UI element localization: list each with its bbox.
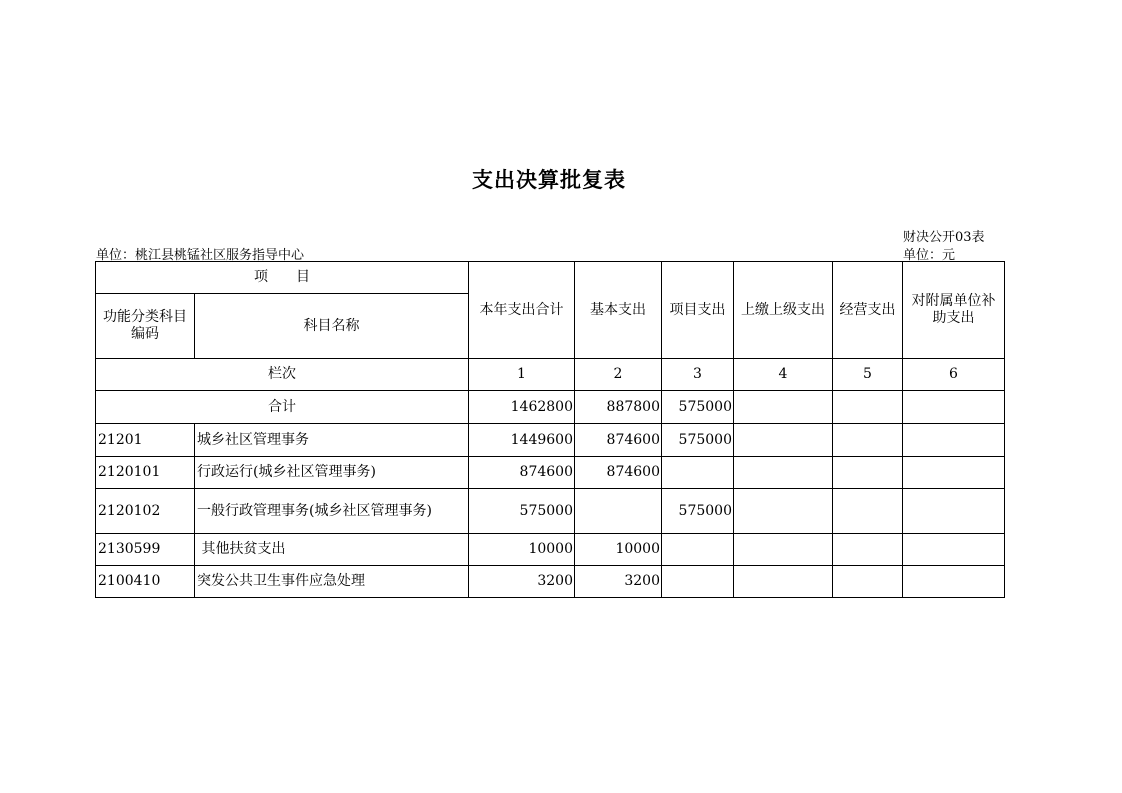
header-col6: 对附属单位补助支出 (903, 262, 1005, 359)
row-cell (903, 534, 1005, 566)
row-cell (833, 457, 903, 489)
column-number: 3 (662, 359, 734, 391)
row-cell (833, 424, 903, 457)
row-cell: 3200 (575, 566, 662, 598)
header-col2: 基本支出 (575, 262, 662, 359)
lanci-label: 栏次 (96, 359, 469, 391)
row-cell (662, 457, 734, 489)
row-cell (833, 566, 903, 598)
header-col1: 本年支出合计 (469, 262, 575, 359)
currency-unit: 单位：元 (903, 248, 956, 263)
organization-name: 单位：桃江县桃锰社区服务指导中心 (96, 248, 305, 263)
row-cell (734, 489, 833, 534)
row-code: 2120102 (96, 489, 195, 534)
header-col3: 项目支出 (662, 262, 734, 359)
row-cell (662, 534, 734, 566)
row-cell: 10000 (575, 534, 662, 566)
column-number: 1 (469, 359, 575, 391)
row-cell (903, 566, 1005, 598)
total-cell (833, 391, 903, 424)
row-cell: 874600 (469, 457, 575, 489)
header-project: 项 目 (96, 262, 469, 294)
header-col5: 经营支出 (833, 262, 903, 359)
form-number: 财决公开03表 (903, 230, 985, 245)
header-row-1 (96, 262, 1005, 294)
column-number: 2 (575, 359, 662, 391)
row-cell (575, 489, 662, 534)
row-cell: 874600 (575, 457, 662, 489)
row-cell (734, 457, 833, 489)
total-cell: 1462800 (469, 391, 575, 424)
row-cell (903, 489, 1005, 534)
row-cell (903, 424, 1005, 457)
total-cell (903, 391, 1005, 424)
row-cell: 3200 (469, 566, 575, 598)
table-row (96, 566, 1005, 598)
row-name: 一般行政管理事务(城乡社区管理事务) (195, 489, 469, 534)
row-cell: 575000 (469, 489, 575, 534)
row-cell (833, 489, 903, 534)
row-code: 21201 (96, 424, 195, 457)
column-number: 6 (903, 359, 1005, 391)
total-cell: 887800 (575, 391, 662, 424)
total-label: 合计 (96, 391, 469, 424)
row-cell: 575000 (662, 489, 734, 534)
row-code: 2100410 (96, 566, 195, 598)
row-cell (903, 457, 1005, 489)
row-cell (734, 534, 833, 566)
table-row (96, 534, 1005, 566)
header-code: 功能分类科目编码 (96, 294, 195, 359)
column-number: 4 (734, 359, 833, 391)
table-row (96, 489, 1005, 534)
row-code: 2120101 (96, 457, 195, 489)
row-code: 2130599 (96, 534, 195, 566)
row-name: 城乡社区管理事务 (195, 424, 469, 457)
table-row (96, 457, 1005, 489)
row-cell: 874600 (575, 424, 662, 457)
row-cell (662, 566, 734, 598)
column-number: 5 (833, 359, 903, 391)
header-name: 科目名称 (195, 294, 469, 359)
row-cell: 575000 (662, 424, 734, 457)
row-cell (734, 424, 833, 457)
header-col4: 上缴上级支出 (734, 262, 833, 359)
row-cell (833, 534, 903, 566)
row-name: 突发公共卫生事件应急处理 (195, 566, 469, 598)
expenditure-table (95, 261, 1005, 598)
page-title: 支出决算批复表 (472, 168, 626, 192)
row-cell: 10000 (469, 534, 575, 566)
row-cell: 1449600 (469, 424, 575, 457)
column-number-row (96, 359, 1005, 391)
row-name: 其他扶贫支出 (195, 534, 469, 566)
row-name: 行政运行(城乡社区管理事务) (195, 457, 469, 489)
row-cell (734, 566, 833, 598)
table-row (96, 424, 1005, 457)
total-cell: 575000 (662, 391, 734, 424)
total-row (96, 391, 1005, 424)
total-cell (734, 391, 833, 424)
